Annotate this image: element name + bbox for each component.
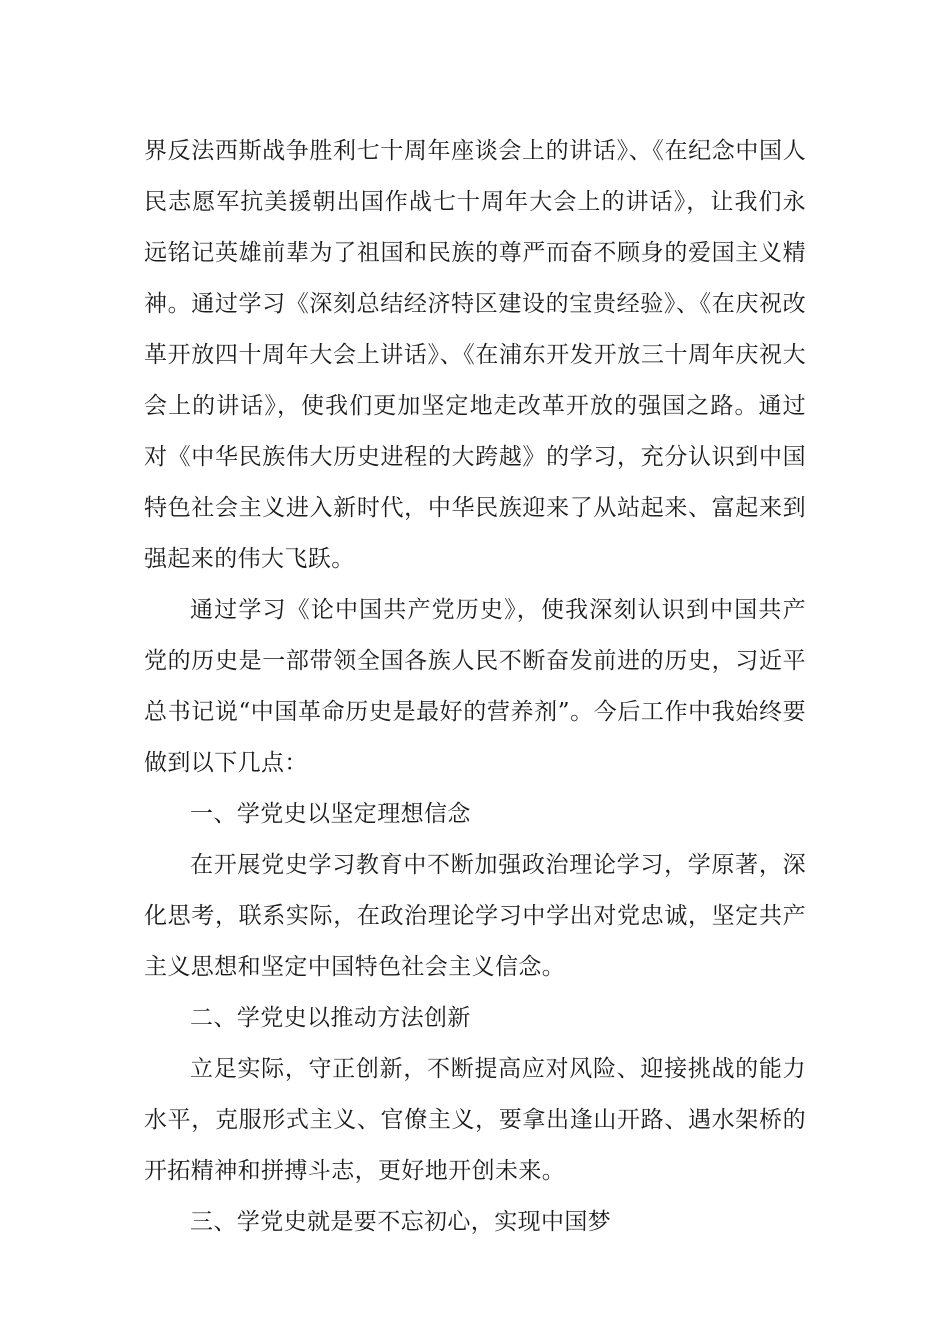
- section-heading-3: 三、学党史就是要不忘初心，实现中国梦: [190, 1209, 612, 1235]
- paragraph-section-1: 在开展党史学习教育中不断加强政治理论学习，学原著，深化思考，联系实际，在政治理论学习中学出对党忠诚，坚定共产主义思想和坚定中国特色社会主义信念。: [144, 852, 806, 980]
- section-heading-2: 二、学党史以推动方法创新: [190, 1005, 471, 1031]
- paragraph-party-history: 通过学习《论中国共产党历史》，使我深刻认识到中国共产党的历史是一部带领全国各族人民不断奋发前进的历史，习近平总书记说“中国革命历史是最好的营养剂”。今后工作中我始终要做到以下几点：: [144, 597, 806, 776]
- section-heading-1: 一、学党史以坚定理想信念: [190, 801, 471, 827]
- document-page: [144, 126, 806, 1248]
- paragraph-section-2: 立足实际，守正创新，不断提高应对风险、迎接挑战的能力水平，克服形式主义、官僚主义，要拿出逢山开路、遇水架桥的开拓精神和拼搏斗志，更好地开创未来。: [144, 1056, 806, 1184]
- paragraph-continuation: 界反法西斯战争胜利七十周年座谈会上的讲话》、《在纪念中国人民志愿军抗美援朝出国作战七十周年大会上的讲话》，让我们永远铭记英雄前辈为了祖国和民族的尊严而奋不顾身的爱国主义精神。通过学习《深刻总结经济特区建设的宝贵经验》、《在庆祝改革开放四十周年大会上讲话》、《在浦东开发开放三十周年庆祝大会上的讲话》，使我们更加坚定地走改革开放的强国之路。通过对《中华民族伟大历史进程的大跨越》的学习，充分认识到中国特色社会主义进入新时代，中华民族迎来了从站起来、富起来到强起来的伟大飞跃。: [144, 138, 806, 572]
